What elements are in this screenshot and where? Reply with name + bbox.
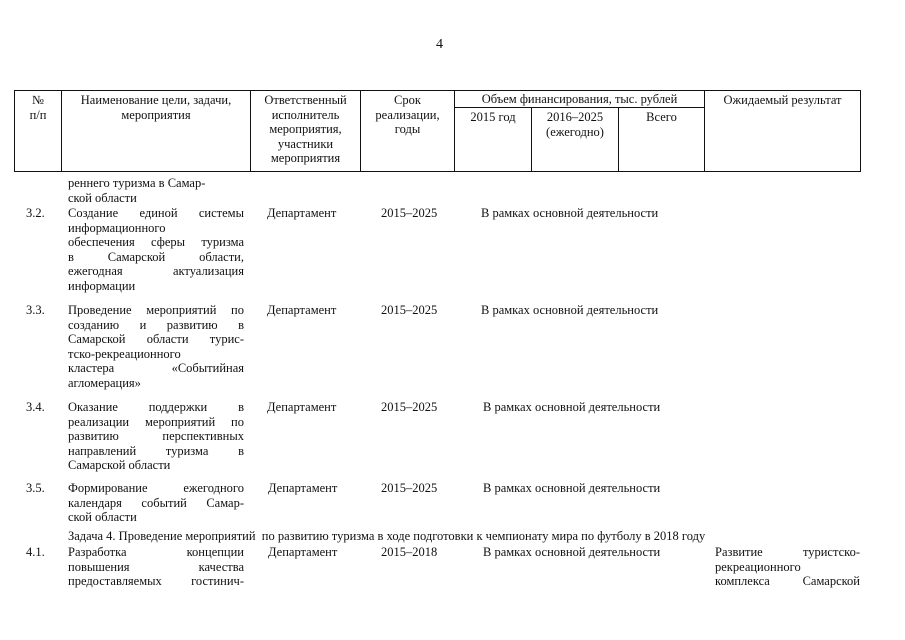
row-funding: В рамках основной деятельности (483, 400, 661, 414)
row-executor: Департамент (268, 545, 338, 559)
row-name-line: Оказание поддержки в (68, 400, 244, 414)
row-name-line: реализации мероприятий по (68, 414, 244, 429)
row-result-line: Развитие туристско- (715, 545, 860, 559)
row-number: 3.5. (26, 481, 45, 495)
row-name-line: Формирование ежегодного (68, 481, 244, 495)
row-result-line: комплекса Самарской (715, 574, 860, 589)
row-name-line: в Самарской области, (68, 249, 244, 264)
row-name-line: Разработка концепции (68, 545, 244, 559)
row-number: 3.4. (26, 400, 45, 414)
row-term: 2015–2025 (381, 481, 438, 495)
header-2016-2025: 2016–2025 (ежегодно) (546, 110, 604, 139)
row-term: 2015–2025 (381, 206, 438, 220)
header-result: Ожидаемый результат (723, 93, 842, 107)
row-number: 3.3. (26, 303, 45, 317)
row-executor: Департамент (267, 400, 337, 414)
row-name-line: информационного (68, 220, 166, 235)
row-name-line: Создание единой системы (68, 206, 244, 220)
row-name-line: тско-рекреационного (68, 346, 181, 361)
row-executor: Департамент (268, 481, 338, 495)
header-num: № п/п (29, 93, 47, 122)
row-funding: В рамках основной деятельности (483, 545, 661, 559)
row-number: 3.2. (26, 206, 45, 220)
header-executor: Ответственный исполнитель мероприятия, участники мероприятия (264, 93, 347, 166)
row-name-line: кластера «Событийная (68, 361, 244, 376)
row-executor: Департамент (267, 303, 337, 317)
header-name: Наименование цели, задачи, мероприятия (80, 93, 232, 122)
row-name-line: созданию и развитию в (68, 317, 244, 332)
header-term: Срок реализации, годы (375, 93, 440, 137)
row-name-line: Самарской области (68, 458, 171, 473)
page-number: 4 (436, 37, 443, 52)
header-total: Всего (646, 110, 677, 124)
row-name-line: предоставляемых гостинич- (68, 574, 244, 589)
row-name-line: Проведение мероприятий по (68, 303, 244, 317)
row-term: 2015–2025 (381, 303, 438, 317)
row-name-line: информации (68, 279, 136, 293)
table-header (14, 90, 861, 172)
header-funding: Объем финансирования, тыс. рублей (481, 92, 678, 106)
row-name-line: ской области (68, 510, 137, 525)
row-number: 4.1. (26, 545, 45, 559)
row-name-line: развитию перспективных (68, 429, 244, 444)
row-funding: В рамках основной деятельности (483, 481, 661, 495)
row-funding: В рамках основной деятельности (481, 303, 659, 317)
header-2015: 2015 год (470, 110, 516, 124)
row-result-line: рекреационного (715, 559, 801, 574)
row-name-line: ежегодная актуализация (68, 264, 244, 279)
row-name-line: Самарской области турис- (68, 332, 244, 347)
row-name-line: обеспечения сферы туризма (68, 235, 244, 250)
row-term: 2015–2018 (381, 545, 438, 559)
row-name-line: направлений туризма в (68, 443, 244, 458)
row-term: 2015–2025 (381, 400, 438, 414)
row-name-line: календаря событий Самар- (68, 495, 244, 510)
task-heading: Задача 4. Проведение мероприятий по развитию туризма в ходе подготовки к чемпионату мира по футболу в 2018 году (68, 529, 706, 543)
row-executor: Департамент (267, 206, 337, 220)
row-funding: В рамках основной деятельности (481, 206, 659, 220)
row-name-line: повышения качества (68, 559, 244, 574)
row-name-line: агломерация» (68, 376, 141, 390)
continuation-line-1: реннего туризма в Самар- (68, 176, 206, 190)
continuation-line-2: ской области (68, 190, 137, 205)
